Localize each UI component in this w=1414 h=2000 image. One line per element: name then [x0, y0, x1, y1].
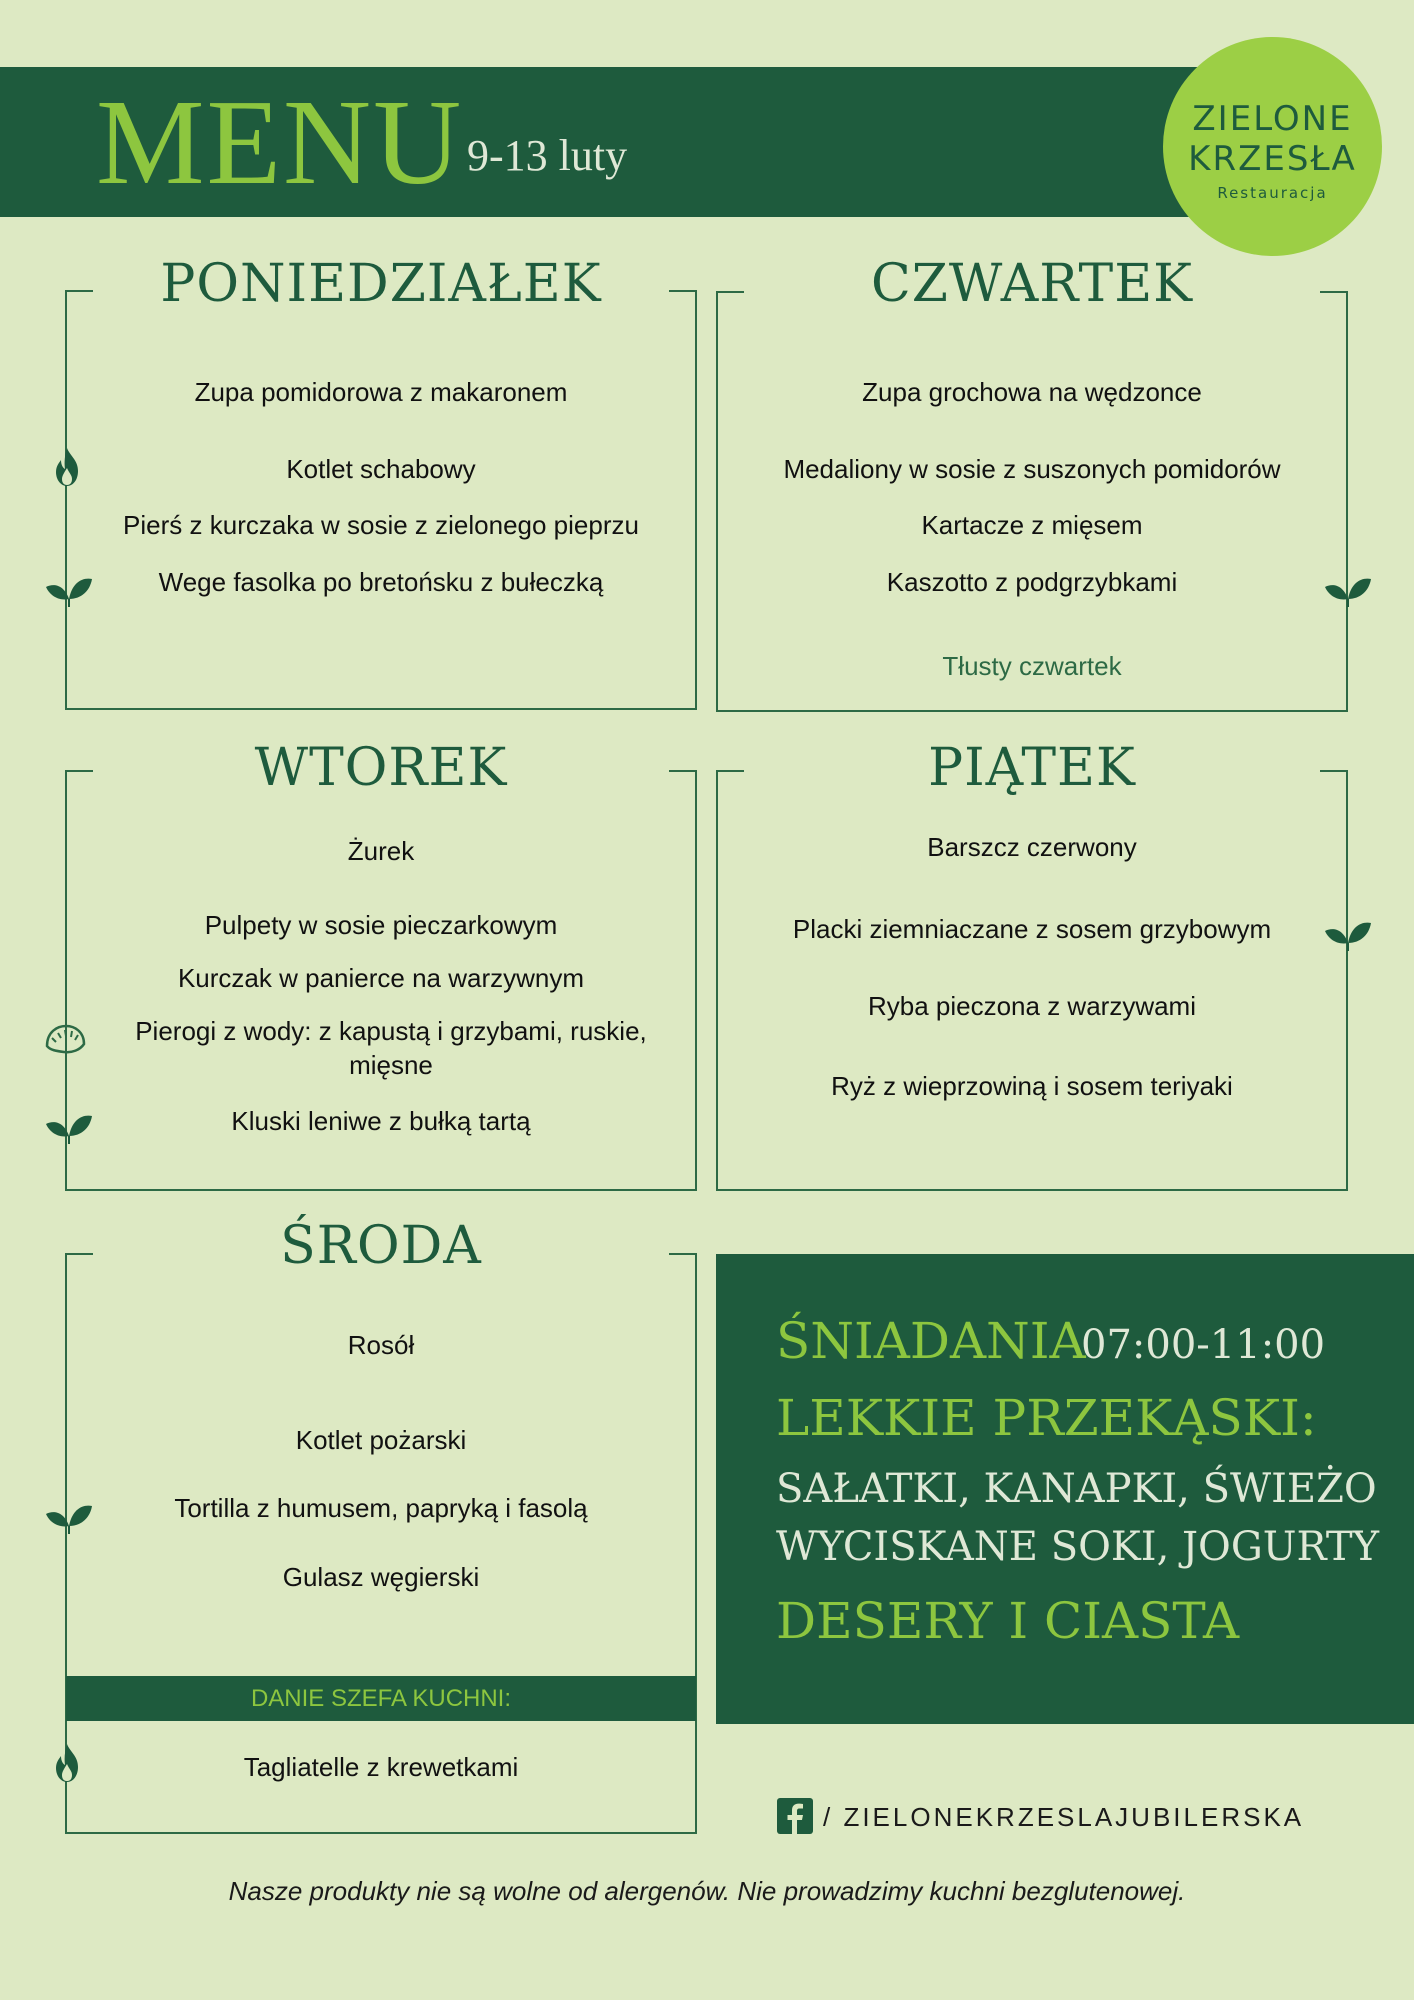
- menu-item: Kartacze z mięsem: [921, 510, 1143, 540]
- menu-item: Pierś z kurczaka w sosie z zielonego pieprzu: [123, 510, 639, 540]
- menu-item: Kluski leniwe z bułką tartą: [231, 1106, 531, 1136]
- wednesday-box: [65, 1216, 697, 1834]
- menu-item: Ryba pieczona z warzywami: [867, 991, 1196, 1021]
- menu-item: Kotlet pożarski: [295, 1425, 467, 1455]
- fat-thursday-note: Tłusty czwartek: [942, 651, 1122, 681]
- menu-item: Pulpety w sosie pieczarkowym: [204, 910, 558, 940]
- facebook-handle: / ZIELONEKRZESLAJUBILERSKA: [823, 1802, 1305, 1832]
- leaf-icon: [44, 1490, 94, 1536]
- menu-item: Gulasz węgierski: [282, 1562, 480, 1592]
- menu-item: Kaszotto z podgrzybkami: [886, 567, 1178, 597]
- friday-title: PIĄTEK: [928, 738, 1136, 798]
- menu-item: Barszcz czerwony: [927, 832, 1137, 862]
- menu-item: Wege fasolka po bretońsku z bułeczką: [158, 567, 604, 597]
- menu-item: Żurek: [347, 836, 415, 866]
- tuesday-box: [65, 738, 697, 1191]
- breakfast-hours: 07:00-11:00: [1081, 1322, 1326, 1368]
- tuesday-title: WTOREK: [254, 738, 508, 798]
- breakfast-panel: [716, 1254, 1414, 1724]
- snacks-line-1: SAŁATKI, KANAPKI, ŚWIEŻO: [776, 1466, 1377, 1512]
- snacks-title: LEKKIE PRZEKĄSKI:: [776, 1389, 1317, 1447]
- leaf-icon: [44, 563, 94, 609]
- logo-line-2: KRZESŁA: [1188, 139, 1357, 179]
- menu-item: Placki ziemniaczane z sosem grzybowym: [792, 914, 1272, 944]
- leaf-icon: [44, 1100, 94, 1146]
- leaf-icon: [1323, 563, 1373, 609]
- flame-icon: [44, 444, 90, 490]
- menu-item: Pierogi z wody: z kapustą i grzybami, ruskie, mięsne: [135, 1016, 647, 1080]
- restaurant-logo: [1163, 37, 1382, 256]
- chef-special-label: DANIE SZEFA KUCHNI:: [66, 1676, 696, 1721]
- wednesday-title: ŚRODA: [280, 1216, 482, 1276]
- snacks-line-2: WYCISKANE SOKI, JOGURTY: [776, 1524, 1379, 1570]
- menu-item: Rosół: [347, 1330, 415, 1360]
- thursday-title: CZWARTEK: [870, 254, 1194, 314]
- flame-icon: [44, 1740, 90, 1786]
- menu-title: MENU: [96, 75, 464, 210]
- dumpling-icon: [42, 1016, 88, 1062]
- desserts-title: DESERY I CIASTA: [776, 1592, 1240, 1650]
- monday-title: PONIEDZIAŁEK: [160, 254, 602, 314]
- menu-item: Zupa pomidorowa z makaronem: [194, 377, 568, 407]
- thursday-box: [716, 254, 1348, 712]
- logo-line-3: Restauracja: [1217, 184, 1328, 202]
- chef-special-item: Tagliatelle z krewetkami: [243, 1752, 519, 1782]
- logo-line-1: ZIELONE: [1192, 99, 1353, 139]
- menu-dates: 9-13 luty: [467, 131, 628, 180]
- friday-box: [716, 738, 1348, 1191]
- menu-item: Zupa grochowa na wędzonce: [862, 377, 1202, 407]
- monday-box: [65, 254, 697, 710]
- leaf-icon: [1323, 907, 1373, 953]
- menu-item: Medaliony w sosie z suszonych pomidorów: [783, 454, 1281, 484]
- menu-item: Kotlet schabowy: [286, 454, 476, 484]
- allergen-note: Nasze produkty nie są wolne od alergenów. Nie prowadzimy kuchni bezglutenowej.: [228, 1876, 1186, 1906]
- menu-item: Kurczak w panierce na warzywnym: [177, 963, 585, 993]
- menu-item: Ryż z wieprzowiną i sosem teriyaki: [831, 1071, 1233, 1101]
- breakfast-title: ŚNIADANIA: [776, 1312, 1086, 1370]
- facebook-icon: [777, 1798, 813, 1834]
- menu-item: Tortilla z humusem, papryką i fasolą: [174, 1493, 588, 1523]
